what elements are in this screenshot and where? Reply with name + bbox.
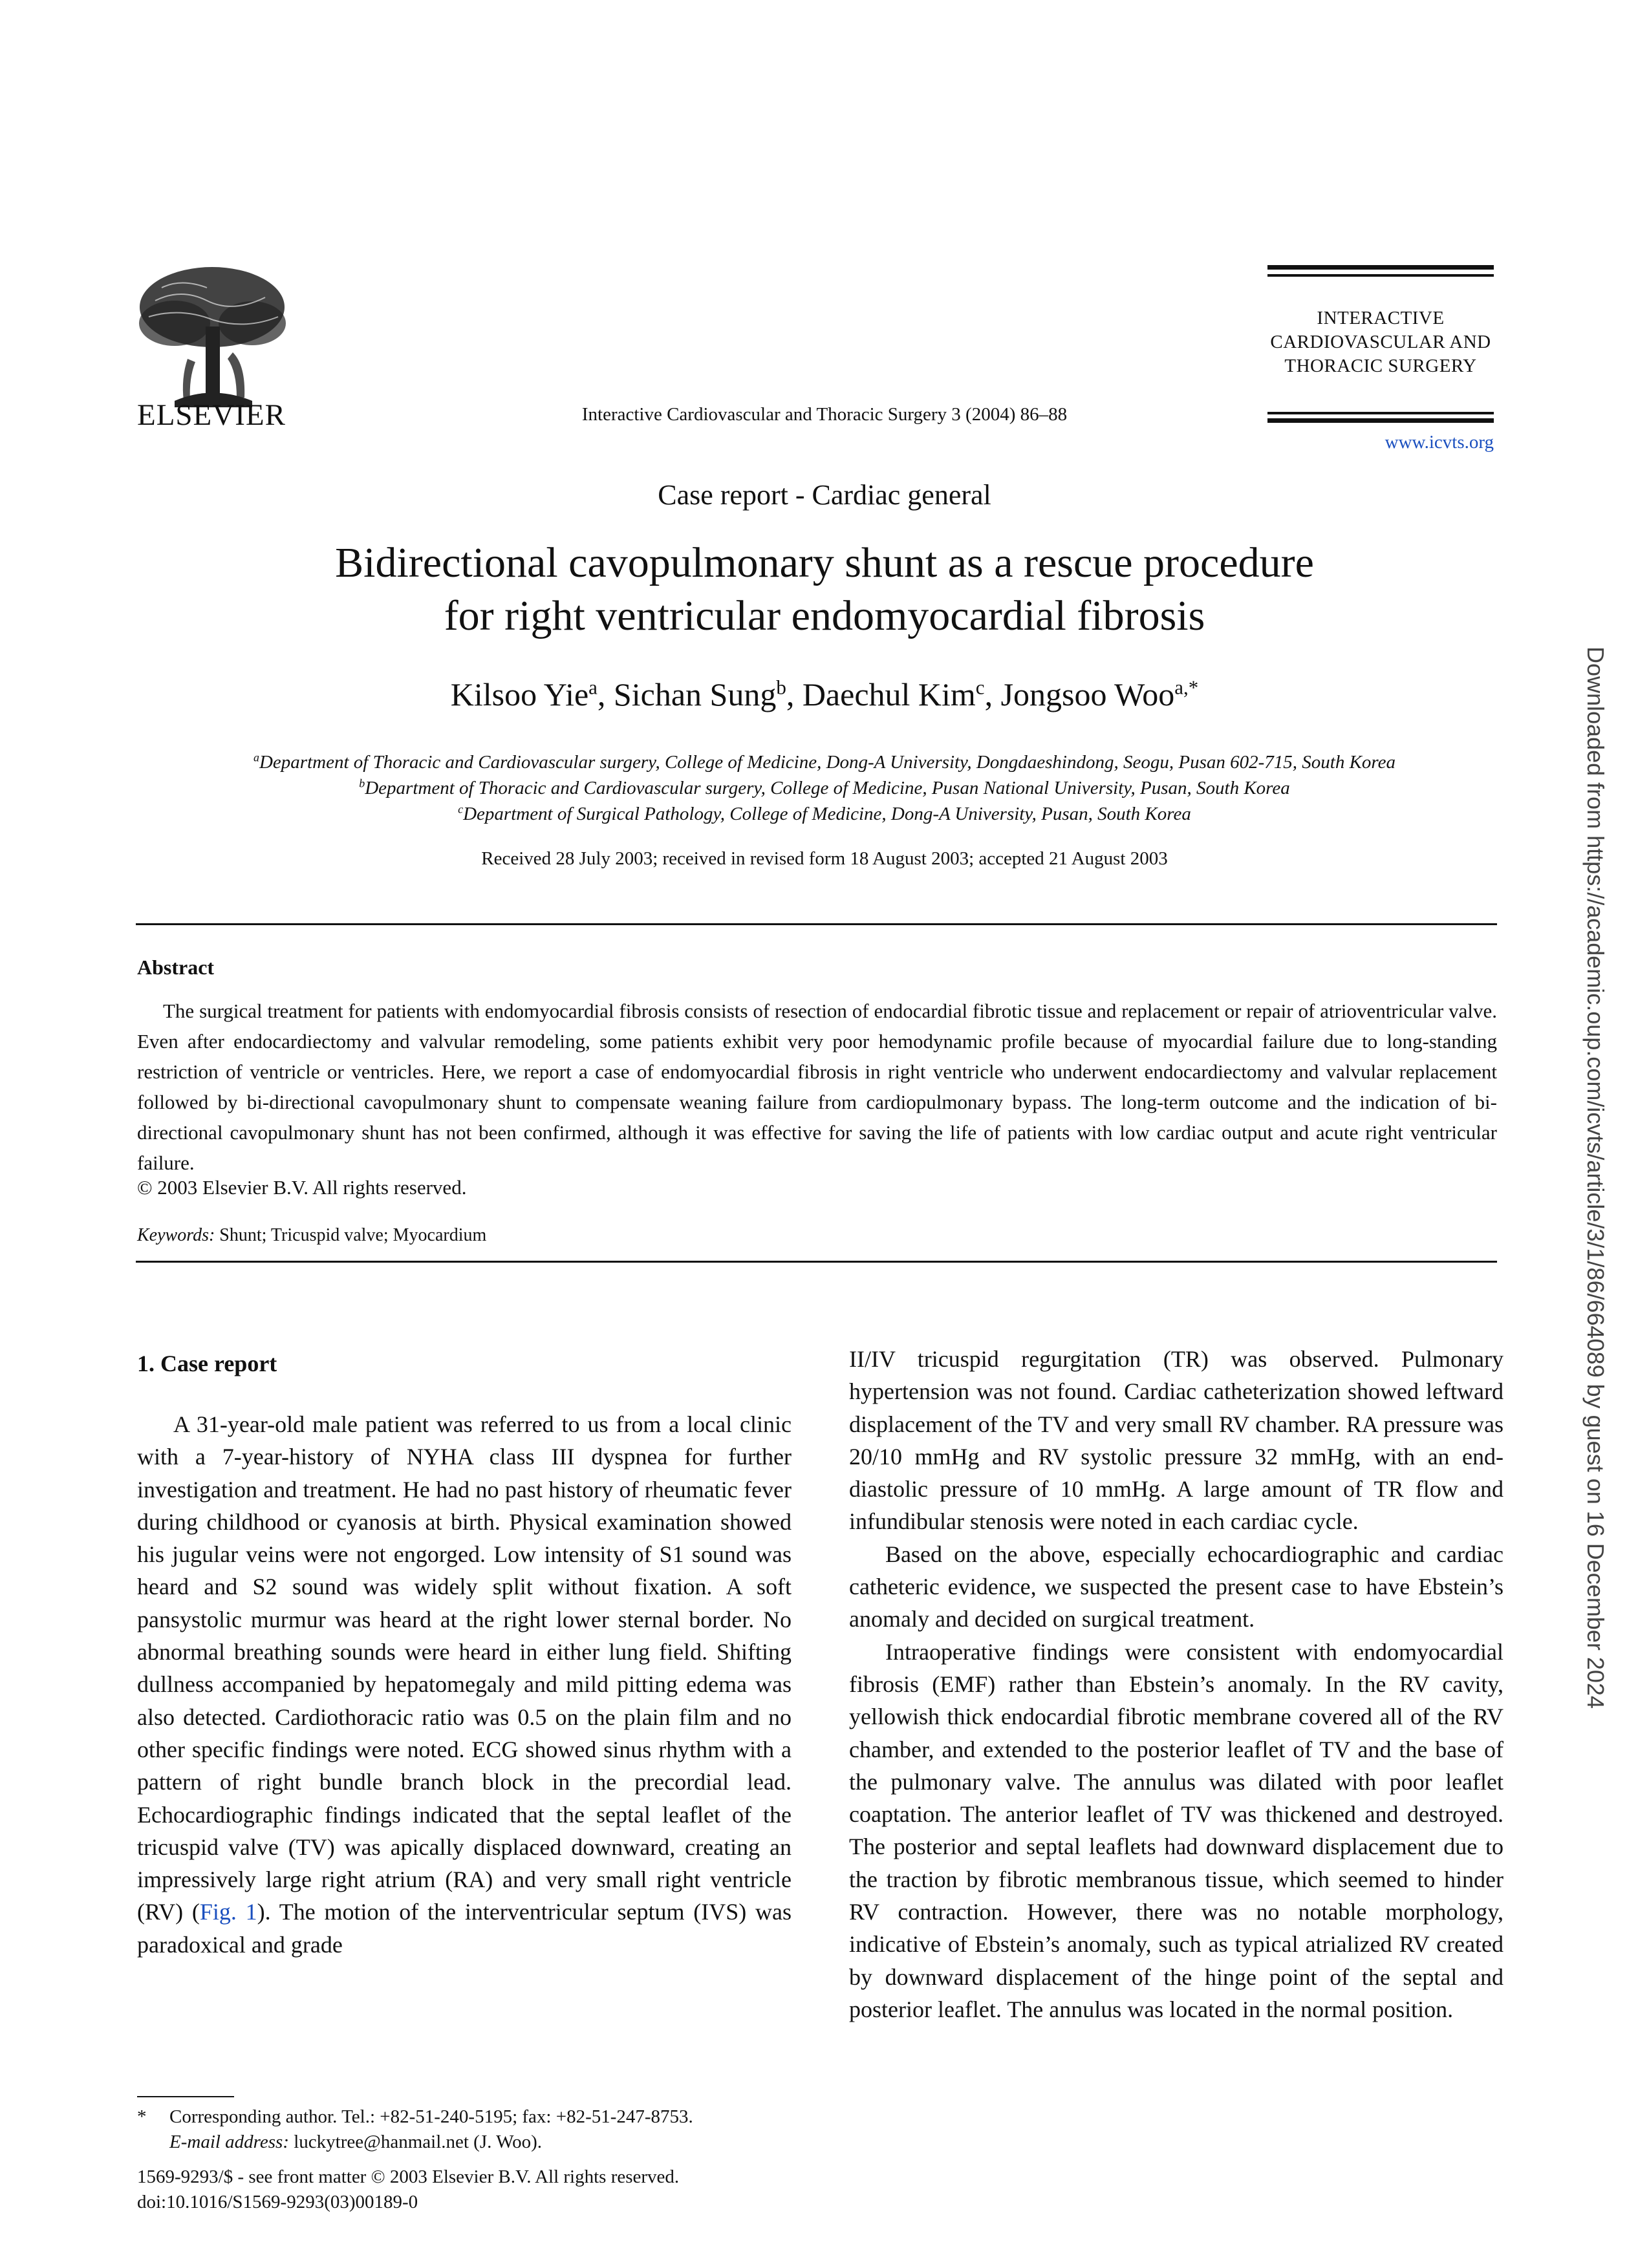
brand-bottom-rule-thin xyxy=(1267,412,1494,414)
author-list xyxy=(0,676,1649,713)
author-name: Jongsoo Woo xyxy=(1000,676,1175,712)
abstract-top-rule xyxy=(136,923,1497,925)
section-heading-case-report: 1. Case report xyxy=(137,1351,277,1376)
author-name: Kilsoo Yie xyxy=(450,676,589,712)
affiliation-a: $^a$Department of Thoracic and Cardiovascular surgery, College of Medicine, Dong-A University, Dongdaeshindong, Seogu, Pusan 602-715, South Korea xyxy=(253,751,1396,773)
title-line-1: Bidirectional cavopulmonary shunt as a rescue procedure xyxy=(335,539,1314,586)
left-column xyxy=(137,1408,792,1961)
front-matter-info: 1569-9293/$ - see front matter © 2003 Elsevier B.V. All rights reserved. doi:10.1016/S1569-9293(03)00189-0 xyxy=(137,2165,679,2215)
author-affiliation-mark: b xyxy=(776,676,786,699)
corresponding-author-footnote: * Corresponding author. Tel.: +82-51-240-5195; fax: +82-51-247-8753. E-mail address: luckytree@hanmail.net (J. Woo). xyxy=(137,2106,693,2152)
journal-citation: Interactive Cardiovascular and Thoracic Surgery 3 (2004) 86–88 xyxy=(581,404,1068,425)
abstract-bottom-rule xyxy=(136,1261,1497,1263)
abstract-copyright: © 2003 Elsevier B.V. All rights reserved. xyxy=(137,1176,467,1199)
brand-top-rule xyxy=(1267,265,1494,270)
footnote-rule xyxy=(137,2096,234,2097)
abstract-body: The surgical treatment for patients with endomyocardial fibrosis consists of resection of endocardial fibrotic tissue and replacement or repair of atrioventricular valve. Even after endocardiectomy and valvular remodeling, some patients exhibit very poor hemodynamic profile because of myocardial failure due to long-standing restriction of ventricle or ventricles. Here, we report a case of endomyocardial fibrosis in right ventricle who underwent endocardiectomy and valvular replacement followed by bi-directional cavopulmonary shunt to compensate weaning failure from cardiopulmonary bypass. The long-term outcome and the indication of bi-directional cavopulmonary shunt has not been confirmed, although it was effective for saving the life of patients with low cardiac output and acute right ventricular failure. xyxy=(137,1000,1497,1174)
doi: doi:10.1016/S1569-9293(03)00189-0 xyxy=(137,2192,418,2212)
article-section: Case report - Cardiac general xyxy=(658,479,991,511)
author-affiliation-mark: a xyxy=(588,676,598,699)
journal-brand xyxy=(1261,306,1500,378)
received-dates: Received 28 July 2003; received in revised form 18 August 2003; accepted 21 August 2003 xyxy=(481,848,1168,869)
author-separator: , xyxy=(597,676,614,712)
author-name: Sichan Sung xyxy=(613,676,777,712)
title-line-2: for right ventricular endomyocardial fibrosis xyxy=(444,592,1205,639)
download-watermark: Downloaded from https://academic.oup.com/icvts/article/3/1/86/664089 by guest on 16 December 2024 xyxy=(1582,647,1609,1709)
paragraph: II/IV tricuspid regurgitation (TR) was observed. Pulmonary hypertension was not found. Cardiac catheterization showed leftward displacement of the TV and very small RV chamber. RA pressure was 20/10 mmHg and RV systolic pressure 32 mmHg, with an end-diastolic pressure of 10 mmHg. A large amount of TR flow and infundibular stenosis were noted in each cardiac cycle. xyxy=(849,1346,1503,1535)
author-email: luckytree@hanmail.net (J. Woo). xyxy=(294,2132,543,2152)
right-column xyxy=(849,1343,1503,2026)
paragraph: Intraoperative findings were consistent with endomyocardial fibrosis (EMF) rather than Ebstein’s anomaly. In the RV cavity, yellowish thick endocardial fibrotic membrane covered all of the RV chamber, and extended to the posterior leaflet of TV and the base of the pulmonary valve. The annulus was dilated with poor leaflet coaptation. The anterior leaflet of TV was thickened and destroyed. The posterior and septal leaflets had downward displacement due to the traction by fibrotic membranous tissue, which seemed to hinder RV contraction. However, there was no notable morphology, indicative of Ebstein’s anomaly, such as typical atrialized RV created by downward displacement of the hinge point of the septal and posterior leaflet. The annulus was located in the normal position. xyxy=(849,1638,1503,2022)
affiliation-b: $^b$Department of Thoracic and Cardiovascular surgery, College of Medicine, Pusan National University, Pusan, South Korea xyxy=(359,776,1290,798)
journal-url-link[interactable]: www.icvts.org xyxy=(1385,432,1494,453)
abstract-heading: Abstract xyxy=(137,956,215,979)
brand-line-1: INTERACTIVE xyxy=(1317,308,1445,328)
affiliation-c: $^c$Department of Surgical Pathology, College of Medicine, Dong-A University, Pusan, South Korea xyxy=(458,802,1191,824)
brand-top-rule-thin xyxy=(1267,274,1494,277)
author-name: Daechul Kim xyxy=(802,676,976,712)
article-title xyxy=(194,537,1455,643)
author-affiliation-mark: a,* xyxy=(1174,676,1199,699)
author-affiliation-mark: c xyxy=(975,676,985,699)
publisher-name: ELSEVIER xyxy=(137,398,286,432)
author-separator: , xyxy=(984,676,1001,712)
keywords: Keywords: Shunt; Tricuspid valve; Myocardium xyxy=(137,1225,487,1245)
figure-1-link[interactable]: Fig. 1 xyxy=(199,1899,257,1925)
paragraph: A 31-year-old male patient was referred to us from a local clinic with a 7-year-history of NYHA class III dyspnea for further investigation and treatment. He had no past history of rheumatic fever during childhood or cyanosis at birth. Physical examination showed his jugular veins were not engorged. Low intensity of S1 sound was heard and S2 sound was widely split without fixation. A soft pansystolic murmur was heard at the right lower sternal border. No abnormal breathing sounds were heard in either lung field. Shifting dullness accompanied by hepatomegaly and mild pitting edema was also detected. Cardiothoracic ratio was 0.5 on the plain film and no other specific findings were noted. ECG showed sinus rhythm with a pattern of right bundle branch block in the precordial lead. Echocardiographic findings indicated that the septal leaflet of the tricuspid valve (TV) was apically displaced downward, creating an impressively large right atrium (RA) and very small right ventricle (RV) (Fig. 1). The motion of the interventricular septum (IVS) was paradoxical and grade xyxy=(137,1411,792,1958)
author-separator: , xyxy=(786,676,803,712)
brand-bottom-rule xyxy=(1267,418,1494,423)
paragraph: Based on the above, especially echocardiographic and cardiac catheteric evidence, we suspected the present case to have Ebstein’s anomaly and decided on surgical treatment. xyxy=(849,1541,1503,1632)
brand-line-3: THORACIC SURGERY xyxy=(1284,356,1477,376)
brand-line-2: CARDIOVASCULAR AND xyxy=(1270,332,1491,352)
